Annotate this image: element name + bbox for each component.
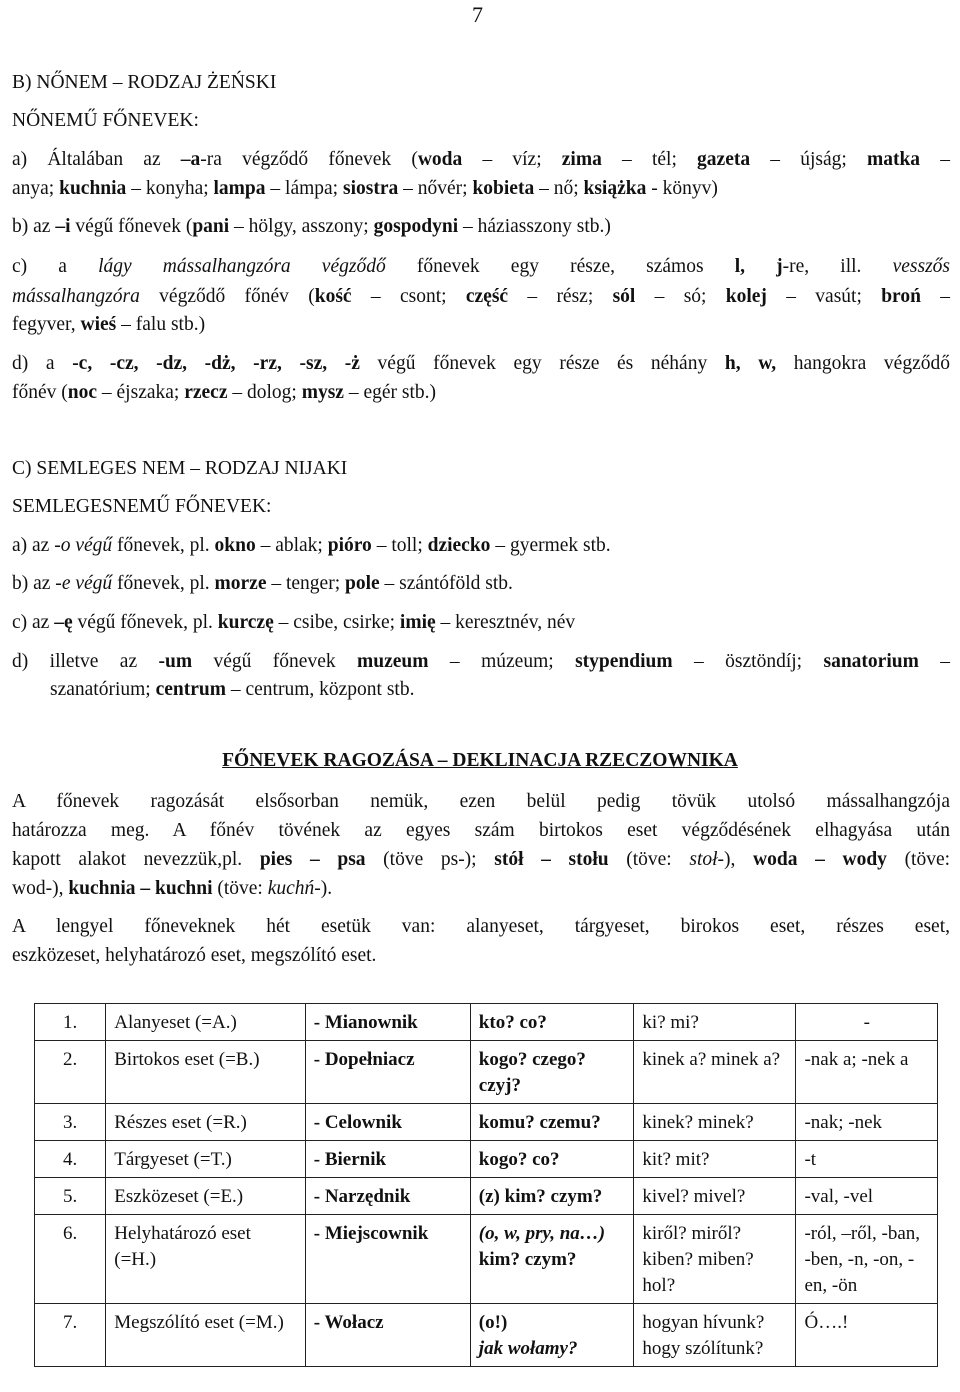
table-row — [35, 1215, 938, 1304]
question-pl: kto? co? — [470, 1004, 634, 1041]
table-row — [35, 1141, 938, 1178]
case-name-pl: - Narzędnik — [305, 1178, 470, 1215]
question-pl-preposition: (o, w, pry, na…) — [478, 1223, 606, 1244]
page-number: 7 — [472, 2, 483, 27]
case-name-pl: - Wołacz — [305, 1304, 470, 1367]
case-name-pl: - Dopełniacz — [305, 1041, 470, 1104]
table-row — [35, 1104, 938, 1141]
question-pl-text: kim? czym? — [478, 1249, 577, 1270]
section-c-item-d-line2: szanatórium; centrum – centrum, központ stb. — [50, 679, 415, 700]
case-name-pl: - Mianownik — [305, 1004, 470, 1041]
section-c-subheading: SEMLEGESNEMŰ FŐNEVEK: — [12, 496, 272, 517]
section-c-item-d-line1: d) illetve az -um végű főnevek muzeum – múzeum; stypendium – ösztöndíj; sanatorium – — [12, 651, 950, 672]
suffix: -ról, –ről, -ban, -ben, -n, -on, -en, -ön — [796, 1215, 938, 1304]
case-name-hu: Eszközeset (=E.) — [106, 1178, 306, 1215]
cases-table — [34, 1003, 938, 1367]
case-number: 3. — [35, 1104, 106, 1141]
question-hu: ki? mi? — [634, 1004, 796, 1041]
case-name-hu: Helyhatározó eset (=H.) — [106, 1215, 306, 1304]
case-number: 1. — [35, 1004, 106, 1041]
declension-title: FŐNEVEK RAGOZÁSA – DEKLINACJA RZECZOWNIKA — [222, 750, 738, 771]
question-hu: kinek a? minek a? — [634, 1041, 796, 1104]
question-pl: kogo? co? — [470, 1141, 634, 1178]
question-pl — [470, 1304, 634, 1367]
question-hu: kiről? miről? kiben? miben? hol? — [634, 1215, 796, 1304]
suffix: -nak; -nek — [796, 1104, 938, 1141]
suffix: -nak a; -nek a — [796, 1041, 938, 1104]
suffix: -val, -vel — [796, 1178, 938, 1215]
section-c-heading: C) SEMLEGES NEM – RODZAJ NIJAKI — [12, 458, 348, 479]
section-b-item-c-line2: mássalhangzóra végződő főnév (kość – csont; część – rész; sól – só; kolej – vasút; broń – — [12, 286, 951, 307]
case-name-pl: - Biernik — [305, 1141, 470, 1178]
declension-p1-line1: A főnevek ragozását elsősorban nemük, ezen belül pedig tövük utolsó mássalhangzója — [12, 791, 950, 812]
case-number: 5. — [35, 1178, 106, 1215]
section-b-item-d-line2: főnév (noc – éjszaka; rzecz – dolog; mysz – egér stb.) — [12, 382, 437, 403]
section-b-heading: B) NŐNEM – RODZAJ ŻEŃSKI — [12, 72, 277, 93]
suffix: - — [796, 1004, 938, 1041]
table-row — [35, 1178, 938, 1215]
declension-p2-line1: A lengyel főneveknek hét esetük van: alanyeset, tárgyeset, birokos eset, részes eset, — [12, 916, 950, 937]
suffix: -t — [796, 1141, 938, 1178]
declension-p2-line2: eszközeset, helyhatározó eset, megszólító eset. — [12, 945, 377, 966]
case-number: 6. — [35, 1215, 106, 1304]
section-b-item-a-line1: a) Általában az –a-ra végződő főnevek (woda – víz; zima – tél; gazeta – újság; matka – — [12, 149, 950, 170]
case-name-pl: - Miejscownik — [305, 1215, 470, 1304]
case-name-hu: Részes eset (=R.) — [106, 1104, 306, 1141]
question-hu: kivel? mivel? — [634, 1178, 796, 1215]
question-pl: (z) kim? czym? — [470, 1178, 634, 1215]
declension-p1-line4: wod-), kuchnia – kuchni (töve: kuchń-). — [12, 878, 333, 899]
section-b-item-c-line3: fegyver, wieś – falu stb.) — [12, 314, 206, 335]
case-name-hu: Megszólító eset (=M.) — [106, 1304, 306, 1367]
section-b-item-d-line1: d) a -c, -cz, -dz, -dż, -rz, -sz, -ż végű főnevek egy része és néhány h, w, hangokra végződő — [12, 353, 950, 374]
suffix: Ó….! — [796, 1304, 938, 1367]
section-b-item-c-line1: c) a lágy mássalhangzóra végződő főnevek egy része, számos l, j-re, ill. vesszős — [12, 256, 950, 277]
table-row — [35, 1041, 938, 1104]
case-name-hu: Birtokos eset (=B.) — [106, 1041, 306, 1104]
question-hu: kinek? minek? — [634, 1104, 796, 1141]
declension-p1-line2: határozza meg. A főnév tövének az egyes szám birtokos eset végződésének elhagyása után — [12, 820, 950, 841]
case-name-hu: Alanyeset (=A.) — [106, 1004, 306, 1041]
question-pl: komu? czemu? — [470, 1104, 634, 1141]
section-b-item-b: b) az –i végű főnevek (pani – hölgy, asszony; gospodyni – háziasszony stb.) — [12, 216, 611, 237]
question-pl-italic: jak wołamy? — [478, 1338, 578, 1359]
section-b-subheading: NŐNEMŰ FŐNEVEK: — [12, 110, 199, 131]
section-c-item-c: c) az –ę végű főnevek, pl. kurczę – csibe, csirke; imię – keresztnév, név — [12, 612, 576, 633]
question-hu: kit? mit? — [634, 1141, 796, 1178]
table-row — [35, 1004, 938, 1041]
question-pl-text: (o!) — [478, 1312, 508, 1333]
section-b-item-a-line2: anya; kuchnia – konyha; lampa – lámpa; siostra – nővér; kobieta – nő; książka - könyv) — [12, 178, 718, 199]
table-row — [35, 1304, 938, 1367]
question-hu: hogyan hívunk? hogy szólítunk? — [634, 1304, 796, 1367]
case-number: 2. — [35, 1041, 106, 1104]
case-number: 4. — [35, 1141, 106, 1178]
case-name-hu: Tárgyeset (=T.) — [106, 1141, 306, 1178]
declension-p1-line3: kapott alakot nevezzük,pl. pies – psa (töve ps-); stół – stołu (töve: stoł-), woda – wody (töve: — [12, 849, 951, 870]
section-c-item-b: b) az -e végű főnevek, pl. morze – tenger; pole – szántóföld stb. — [12, 573, 513, 594]
question-pl: kogo? czego? czyj? — [470, 1041, 634, 1104]
question-pl — [470, 1215, 634, 1304]
case-number: 7. — [35, 1304, 106, 1367]
case-name-pl: - Celownik — [305, 1104, 470, 1141]
section-c-item-a: a) az -o végű főnevek, pl. okno – ablak; pióro – toll; dziecko – gyermek stb. — [12, 535, 611, 556]
